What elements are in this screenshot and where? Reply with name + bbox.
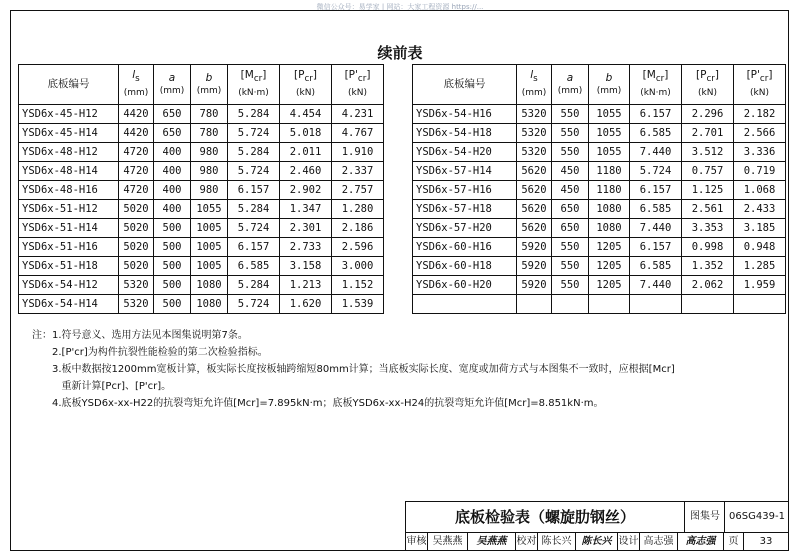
header-pcr: $[P_{cr}]$ (kN) bbox=[280, 65, 332, 105]
table-cell: 650 bbox=[154, 105, 191, 124]
table-cell: 2.701 bbox=[682, 124, 734, 143]
check-signature: 陈长兴 bbox=[576, 532, 618, 551]
table-cell: 1005 bbox=[191, 219, 228, 238]
table-cell: 6.585 bbox=[630, 200, 682, 219]
table-cell: 1.068 bbox=[734, 181, 786, 200]
table-row bbox=[413, 295, 786, 314]
table-cell: 3.512 bbox=[682, 143, 734, 162]
table-cell: 7.440 bbox=[630, 219, 682, 238]
table-cell: 4.231 bbox=[332, 105, 384, 124]
table-cell: 550 bbox=[552, 238, 589, 257]
table-cell: 1.125 bbox=[682, 181, 734, 200]
table-cell: 500 bbox=[154, 295, 191, 314]
table-cell: YSD6x-57-H14 bbox=[413, 162, 517, 181]
header-mcr: $[M_{cr}]$ (kN·m) bbox=[228, 65, 280, 105]
table-cell bbox=[734, 295, 786, 314]
table-cell: YSD6x-51-H14 bbox=[19, 219, 119, 238]
table-cell: YSD6x-54-H12 bbox=[19, 276, 119, 295]
table-row bbox=[413, 124, 786, 143]
table-cell: 2.182 bbox=[734, 105, 786, 124]
table-cell: 4720 bbox=[119, 181, 154, 200]
table-cell: 5920 bbox=[517, 257, 552, 276]
table-cell: 980 bbox=[191, 162, 228, 181]
table-cell: 5.018 bbox=[280, 124, 332, 143]
atlas-number: 06SG439-1 bbox=[724, 502, 789, 532]
table-cell: 400 bbox=[154, 181, 191, 200]
table-cell: 2.733 bbox=[280, 238, 332, 257]
table-cell: 7.440 bbox=[630, 143, 682, 162]
table-cell: 6.157 bbox=[228, 238, 280, 257]
table-cell: 400 bbox=[154, 200, 191, 219]
table-row bbox=[19, 200, 384, 219]
table-cell: YSD6x-51-H18 bbox=[19, 257, 119, 276]
table-cell bbox=[630, 295, 682, 314]
table-row bbox=[19, 238, 384, 257]
header-a: a (mm) bbox=[154, 65, 191, 105]
table-cell: 650 bbox=[552, 219, 589, 238]
table-cell: 2.460 bbox=[280, 162, 332, 181]
table-cell: 5.284 bbox=[228, 105, 280, 124]
table-cell: 1205 bbox=[589, 276, 630, 295]
table-cell: 400 bbox=[154, 162, 191, 181]
review-signature: 吴燕燕 bbox=[468, 532, 516, 551]
table-cell: 650 bbox=[552, 200, 589, 219]
table-cell: 5320 bbox=[517, 105, 552, 124]
design-signature: 高志强 bbox=[678, 532, 724, 551]
table-cell: 1180 bbox=[589, 162, 630, 181]
table-row bbox=[413, 105, 786, 124]
header-ls: $l_s$ (mm) bbox=[517, 65, 552, 105]
table-cell: 1.539 bbox=[332, 295, 384, 314]
table-cell: 5.724 bbox=[228, 124, 280, 143]
table-cell: 6.157 bbox=[630, 238, 682, 257]
table-row bbox=[19, 181, 384, 200]
table-cell: 5.724 bbox=[228, 162, 280, 181]
table-cell: 550 bbox=[552, 257, 589, 276]
table-cell: YSD6x-45-H12 bbox=[19, 105, 119, 124]
design-label: 设计 bbox=[618, 532, 640, 551]
header-ppcr: $[P'_{cr}]$ (kN) bbox=[734, 65, 786, 105]
page-number: 33 bbox=[759, 536, 773, 547]
table-cell: YSD6x-48-H14 bbox=[19, 162, 119, 181]
table-cell bbox=[413, 295, 517, 314]
table-row bbox=[413, 238, 786, 257]
table-cell: 550 bbox=[552, 105, 589, 124]
notes-section bbox=[32, 327, 772, 412]
table-cell: 500 bbox=[154, 219, 191, 238]
table-cell: 0.948 bbox=[734, 238, 786, 257]
table-cell: 550 bbox=[552, 124, 589, 143]
table-cell: 5020 bbox=[119, 238, 154, 257]
table-cell: 2.337 bbox=[332, 162, 384, 181]
table-cell: 5320 bbox=[119, 295, 154, 314]
table-row bbox=[413, 162, 786, 181]
table-cell: 500 bbox=[154, 257, 191, 276]
table-cell: YSD6x-60-H20 bbox=[413, 276, 517, 295]
table-cell: 1080 bbox=[589, 200, 630, 219]
table-row bbox=[19, 257, 384, 276]
table-cell: YSD6x-54-H20 bbox=[413, 143, 517, 162]
table-cell: 6.157 bbox=[228, 181, 280, 200]
table-cell: 500 bbox=[154, 276, 191, 295]
table-cell: 5620 bbox=[517, 219, 552, 238]
table-cell: 5320 bbox=[517, 124, 552, 143]
table-cell bbox=[552, 295, 589, 314]
table-cell: 1080 bbox=[191, 295, 228, 314]
table-cell: 2.296 bbox=[682, 105, 734, 124]
table-cell: 1055 bbox=[589, 124, 630, 143]
page-label: 页 bbox=[724, 532, 744, 551]
table-cell: 2.902 bbox=[280, 181, 332, 200]
table-cell: 5.284 bbox=[228, 143, 280, 162]
table-cell: 500 bbox=[154, 238, 191, 257]
table-cell: 1080 bbox=[191, 276, 228, 295]
table-cell: 6.585 bbox=[630, 257, 682, 276]
table-row bbox=[19, 162, 384, 181]
title-block bbox=[405, 501, 789, 551]
table-cell: 6.585 bbox=[228, 257, 280, 276]
atlas-number-label: 图集号 bbox=[684, 502, 725, 532]
table-cell: YSD6x-57-H16 bbox=[413, 181, 517, 200]
table-row bbox=[413, 276, 786, 295]
table-cell: 5920 bbox=[517, 238, 552, 257]
table-cell: 1.152 bbox=[332, 276, 384, 295]
table-cell: 5620 bbox=[517, 162, 552, 181]
table-row bbox=[19, 124, 384, 143]
table-cell: 1055 bbox=[589, 105, 630, 124]
table-cell: 5.724 bbox=[228, 295, 280, 314]
note-item: 1.符号意义、选用方法见本图集说明第7条。 bbox=[52, 330, 248, 341]
table-cell: 4420 bbox=[119, 105, 154, 124]
spec-table-right bbox=[412, 64, 786, 314]
table-cell: 1005 bbox=[191, 257, 228, 276]
table-cell: 4.454 bbox=[280, 105, 332, 124]
header-name: 底板编号 bbox=[413, 65, 517, 105]
table-cell: 780 bbox=[191, 105, 228, 124]
table-cell: 0.757 bbox=[682, 162, 734, 181]
table-cell: 1180 bbox=[589, 181, 630, 200]
table-cell: 2.186 bbox=[332, 219, 384, 238]
table-row bbox=[19, 295, 384, 314]
table-cell: 3.353 bbox=[682, 219, 734, 238]
note-item: 重新计算[Pcr]、[P'cr]。 bbox=[52, 381, 172, 392]
table-cell: 4.767 bbox=[332, 124, 384, 143]
header-ls: $l_s$ (mm) bbox=[119, 65, 154, 105]
table-row bbox=[413, 257, 786, 276]
drawing-title: 底板检验表（螺旋肋钢丝） bbox=[454, 508, 635, 526]
table-cell: YSD6x-60-H16 bbox=[413, 238, 517, 257]
table-row bbox=[413, 200, 786, 219]
table-cell: 2.566 bbox=[734, 124, 786, 143]
table-cell: 3.336 bbox=[734, 143, 786, 162]
table-cell: YSD6x-54-H18 bbox=[413, 124, 517, 143]
table-cell: 5020 bbox=[119, 200, 154, 219]
table-cell: 4720 bbox=[119, 162, 154, 181]
note-item: 2.[P'cr]为构件抗裂性能检验的第二次检验指标。 bbox=[52, 347, 268, 358]
header-mcr: $[M_{cr}]$ (kN·m) bbox=[630, 65, 682, 105]
table-cell: 5620 bbox=[517, 200, 552, 219]
header-ppcr: $[P'_{cr}]$ (kN) bbox=[332, 65, 384, 105]
table-cell: 980 bbox=[191, 143, 228, 162]
table-cell: YSD6x-48-H16 bbox=[19, 181, 119, 200]
table-cell: 5320 bbox=[119, 276, 154, 295]
table-cell: 1.910 bbox=[332, 143, 384, 162]
table-cell: 650 bbox=[154, 124, 191, 143]
table-cell: 5.724 bbox=[630, 162, 682, 181]
table-cell: YSD6x-60-H18 bbox=[413, 257, 517, 276]
check-label: 校对 bbox=[516, 532, 538, 551]
header-b: b (mm) bbox=[589, 65, 630, 105]
table-cell: 4720 bbox=[119, 143, 154, 162]
notes-prefix: 注： bbox=[32, 330, 52, 341]
table-cell: 1.280 bbox=[332, 200, 384, 219]
review-name: 吴燕燕 bbox=[428, 532, 468, 551]
table-cell: 3.000 bbox=[332, 257, 384, 276]
table-cell: 780 bbox=[191, 124, 228, 143]
table-cell: 5.724 bbox=[228, 219, 280, 238]
table-cell: 5620 bbox=[517, 181, 552, 200]
table-cell: 1005 bbox=[191, 238, 228, 257]
table-cell: YSD6x-45-H14 bbox=[19, 124, 119, 143]
table-cell: 2.561 bbox=[682, 200, 734, 219]
note-item: 3.板中数据按1200mm宽板计算，板实际长度按板轴跨缩短80mm计算；当底板实际长度、宽度或加荷方式与本图集不一致时，应根据[Mcr] bbox=[52, 364, 675, 375]
table-cell: 1.347 bbox=[280, 200, 332, 219]
table-cell: 5320 bbox=[517, 143, 552, 162]
table-cell: 1055 bbox=[191, 200, 228, 219]
table-cell: 5.284 bbox=[228, 276, 280, 295]
review-label: 审核 bbox=[406, 532, 428, 551]
table-cell: 2.062 bbox=[682, 276, 734, 295]
table-cell: YSD6x-57-H18 bbox=[413, 200, 517, 219]
table-cell: 980 bbox=[191, 181, 228, 200]
table-cell: YSD6x-54-H16 bbox=[413, 105, 517, 124]
table-cell bbox=[682, 295, 734, 314]
table-cell: 450 bbox=[552, 181, 589, 200]
table-cell: 3.185 bbox=[734, 219, 786, 238]
table-cell bbox=[589, 295, 630, 314]
table-row bbox=[413, 219, 786, 238]
table-cell: 1.352 bbox=[682, 257, 734, 276]
table-cell: YSD6x-51-H12 bbox=[19, 200, 119, 219]
table-cell: 4420 bbox=[119, 124, 154, 143]
table-cell: 2.301 bbox=[280, 219, 332, 238]
table-cell: 2.433 bbox=[734, 200, 786, 219]
table-cell: YSD6x-57-H20 bbox=[413, 219, 517, 238]
table-cell: 1205 bbox=[589, 257, 630, 276]
table-cell: 5920 bbox=[517, 276, 552, 295]
table-cell: 1080 bbox=[589, 219, 630, 238]
table-row bbox=[19, 105, 384, 124]
table-cell: 6.585 bbox=[630, 124, 682, 143]
table-cell: 1.959 bbox=[734, 276, 786, 295]
table-header-row bbox=[19, 65, 384, 105]
table-cell: 0.998 bbox=[682, 238, 734, 257]
table-cell: 2.596 bbox=[332, 238, 384, 257]
table-cell: YSD6x-48-H12 bbox=[19, 143, 119, 162]
table-cell: 550 bbox=[552, 276, 589, 295]
design-name: 高志强 bbox=[640, 532, 678, 551]
header-name: 底板编号 bbox=[19, 65, 119, 105]
header-pcr: $[P_{cr}]$ (kN) bbox=[682, 65, 734, 105]
table-cell: 1.620 bbox=[280, 295, 332, 314]
table-row bbox=[19, 219, 384, 238]
header-a: a (mm) bbox=[552, 65, 589, 105]
table-row bbox=[413, 181, 786, 200]
table-cell: 3.158 bbox=[280, 257, 332, 276]
table-cell: 1055 bbox=[589, 143, 630, 162]
table-cell: 5020 bbox=[119, 219, 154, 238]
check-name: 陈长兴 bbox=[538, 532, 576, 551]
table-cell: 450 bbox=[552, 162, 589, 181]
table-cell: 5.284 bbox=[228, 200, 280, 219]
table-cell: YSD6x-51-H16 bbox=[19, 238, 119, 257]
table-cell: 2.757 bbox=[332, 181, 384, 200]
table-row bbox=[19, 276, 384, 295]
table-cell: 6.157 bbox=[630, 105, 682, 124]
page-title: 续前表 bbox=[377, 44, 423, 62]
table-cell: 6.157 bbox=[630, 181, 682, 200]
table-cell: 7.440 bbox=[630, 276, 682, 295]
spec-table-left bbox=[18, 64, 384, 314]
table-cell: 400 bbox=[154, 143, 191, 162]
table-cell: 2.011 bbox=[280, 143, 332, 162]
table-cell: YSD6x-54-H14 bbox=[19, 295, 119, 314]
table-row bbox=[413, 143, 786, 162]
table-cell: 1205 bbox=[589, 238, 630, 257]
table-cell: 1.213 bbox=[280, 276, 332, 295]
table-cell: 550 bbox=[552, 143, 589, 162]
table-header-row bbox=[413, 65, 786, 105]
table-cell: 1.285 bbox=[734, 257, 786, 276]
table-row bbox=[19, 143, 384, 162]
note-item: 4.底板YSD6x-xx-H22的抗裂弯矩允许值[Mcr]=7.895kN·m；底板YSD6x-xx-H24的抗裂弯矩允许值[Mcr]=8.851kN·m。 bbox=[52, 398, 604, 409]
watermark-text: 微信公众号：易学家 | 网站：大家工程资源 https://... bbox=[316, 3, 484, 11]
table-cell bbox=[517, 295, 552, 314]
table-cell: 0.719 bbox=[734, 162, 786, 181]
header-b: b (mm) bbox=[191, 65, 228, 105]
table-cell: 5020 bbox=[119, 257, 154, 276]
